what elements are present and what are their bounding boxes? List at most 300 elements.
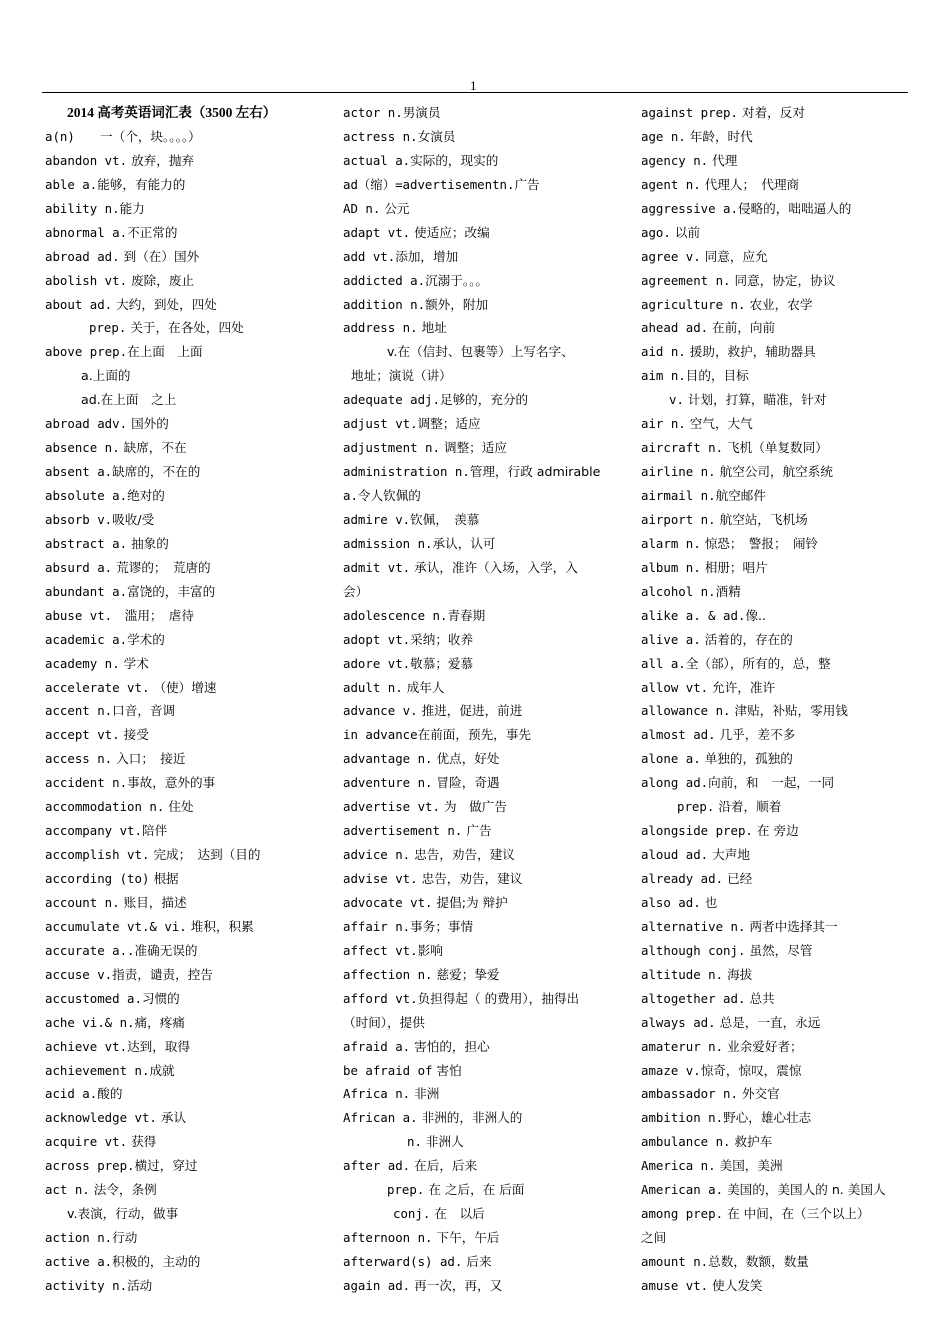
entry-meaning: 救护车: [730, 1134, 773, 1150]
vocab-entry: [45, 676, 335, 700]
vocab-entry: [45, 915, 335, 939]
entry-word: active a.: [45, 1254, 113, 1269]
vocab-entry: [641, 340, 931, 364]
entry-word: amuse vt.: [641, 1277, 709, 1293]
vocab-entry: [45, 1130, 335, 1154]
entry-word: aggressive a.: [641, 200, 738, 216]
vocab-entry: [343, 340, 633, 364]
vocab-entry: [343, 843, 633, 867]
entry-word: conj.: [393, 1206, 431, 1222]
entry-word: admit vt.: [343, 559, 411, 575]
vocab-entry: [641, 1130, 931, 1154]
vocab-entry: [343, 939, 633, 963]
vocab-entry: [343, 676, 633, 700]
entry-word: abolish vt.: [45, 272, 128, 288]
entry-meaning: 总是，一直，永远: [715, 1014, 821, 1030]
entry-meaning: 实际的，现实的: [410, 152, 499, 168]
entry-word: absorb v.: [45, 511, 113, 527]
entry-meaning: 活着的，存在的: [700, 631, 793, 647]
entry-word: ability n.: [45, 200, 120, 216]
entry-meaning: 公元: [380, 200, 410, 216]
entry-meaning: 优点，好处: [432, 751, 500, 767]
entry-word: accuse v.: [45, 966, 113, 982]
entry-meaning: 吸收/受: [112, 511, 155, 527]
entry-word: addition n.: [343, 296, 426, 312]
vocab-entry: [343, 1202, 633, 1226]
entry-word: adequate adj.: [343, 392, 440, 408]
entry-meaning: 航空邮件: [715, 488, 766, 503]
vocab-entry: [45, 412, 335, 436]
entry-word: advise vt.: [343, 871, 418, 886]
entry-word: ahead ad.: [641, 320, 709, 336]
entry-word: along ad.: [641, 775, 709, 791]
entry-meaning: 惊奇，惊叹，震惊: [700, 1062, 802, 1078]
entry-word: agriculture n.: [641, 296, 746, 312]
entry-word: academy n.: [45, 655, 120, 671]
entry-word: accompany vt.: [45, 823, 142, 839]
vocab-entry: [343, 245, 633, 269]
vocab-entry: [45, 293, 335, 317]
entry-word: airmail n.: [641, 488, 716, 503]
entry-word: adjustment n.: [343, 440, 440, 456]
vocab-entry: [641, 388, 931, 412]
entry-word: prep.: [387, 1182, 425, 1198]
vocab-entry: [45, 1178, 335, 1202]
entry-meaning: 一（个，块。。。。）: [74, 128, 201, 144]
entry-word: admission n.: [343, 535, 433, 551]
entry-word: activity n.: [45, 1277, 128, 1293]
entry-word: in advance: [343, 727, 418, 743]
entry-meaning: 达到，取得: [127, 1038, 191, 1054]
entry-meaning: 敬慕；爱慕: [410, 655, 474, 671]
entry-meaning: 法令，条例: [89, 1182, 157, 1198]
entry-meaning: 提倡;为 辩护: [432, 894, 508, 910]
entry-word: age n.: [641, 128, 686, 144]
vocab-entry: [343, 699, 633, 723]
vocab-entry: [343, 963, 633, 987]
vocab-entry: [641, 795, 931, 819]
entry-word: abundant a.: [45, 583, 128, 599]
vocab-entry: [45, 149, 335, 173]
entry-word: all a.: [641, 655, 686, 671]
header-rule: [42, 92, 908, 93]
entry-meaning: 慈爱；挚爱: [432, 966, 500, 982]
vocab-entry: [641, 628, 931, 652]
entry-word: agree v.: [641, 248, 701, 264]
entry-meaning: 住处: [164, 799, 194, 815]
vocab-entry: [641, 316, 931, 340]
entry-meaning: 地址；演说（讲）: [351, 368, 452, 384]
vocab-entry: [641, 891, 931, 915]
vocab-entry: [641, 221, 931, 245]
entry-word: v.: [669, 392, 684, 408]
vocab-entry: [343, 316, 633, 340]
entry-meaning: 在 之后，在 后面: [424, 1182, 525, 1198]
entry-meaning: 总数，数额，数量: [708, 1254, 809, 1269]
entry-word: be afraid of: [343, 1062, 433, 1078]
entry-meaning: 学术: [119, 655, 149, 671]
vocab-entry: [641, 1011, 931, 1035]
entry-meaning: 在 旁边: [752, 823, 799, 839]
entry-meaning: 广告: [514, 176, 540, 192]
entry-meaning: 行动: [112, 1230, 138, 1246]
entry-meaning: 绝对的: [127, 488, 165, 503]
entry-meaning: 荒谬的； 荒唐的: [112, 559, 211, 575]
entry-word: airline n.: [641, 464, 716, 480]
entry-meaning: 痛，疼痛: [134, 1014, 185, 1030]
entry-meaning: 目的，目标: [685, 368, 749, 384]
vocab-entry: [641, 532, 931, 556]
vocab-entry: [343, 293, 633, 317]
vocab-entry: [343, 723, 633, 747]
entry-meaning: 额外，附加: [425, 296, 489, 312]
entry-meaning: 援助，救护，辅助器具: [685, 344, 816, 360]
vocab-entry: [343, 125, 633, 149]
vocab-entry: [45, 484, 335, 508]
entry-meaning: 航空公司，航空系统: [715, 464, 833, 480]
vocab-entry: [343, 269, 633, 293]
vocab-entry: [45, 843, 335, 867]
entry-meaning: 侵略的，咄咄逼人的: [737, 200, 852, 216]
entry-word: abnormal a.: [45, 224, 128, 240]
vocab-entry: [45, 963, 335, 987]
entry-word: again ad.: [343, 1277, 411, 1293]
vocab-entry: [343, 867, 633, 891]
entry-word: aloud ad.: [641, 847, 709, 863]
vocab-entry: [45, 245, 335, 269]
entry-meaning: 非洲: [410, 1086, 440, 1102]
entry-word: altitude n.: [641, 966, 724, 982]
entry-meaning: 总共: [745, 990, 775, 1006]
vocab-entry: [45, 221, 335, 245]
entry-meaning: 对着，反对: [737, 105, 805, 120]
entry-meaning: 业余爱好者；: [723, 1038, 803, 1054]
entry-word: American a.: [641, 1182, 724, 1198]
entry-meaning: 冒险，奇遇: [432, 775, 500, 791]
vocab-entry: [343, 364, 633, 388]
entry-word: abandon vt.: [45, 152, 128, 168]
entry-word: affection n.: [343, 966, 433, 982]
entry-meaning: 全（部），所有的，总，整: [685, 655, 831, 671]
entry-word: abroad adv.: [45, 416, 128, 432]
entry-meaning: 男演员: [402, 105, 441, 120]
entry-word: alive a.: [641, 631, 701, 647]
entry-word: accumulate vt.& vi.: [45, 918, 187, 934]
vocab-entry: [343, 173, 633, 197]
vocab-entry: [641, 580, 931, 604]
entry-meaning: 采纳；收养: [410, 631, 474, 647]
vocab-entry: [45, 125, 335, 149]
entry-meaning: 足够的，充分的: [439, 392, 529, 408]
vocab-entry: [641, 676, 931, 700]
entry-word: n.: [407, 1134, 422, 1150]
vocab-entry: [641, 1274, 931, 1298]
entry-meaning: 国外的: [127, 416, 169, 432]
entry-meaning: 完成； 达到（目的: [149, 847, 261, 863]
entry-word: agency n.: [641, 152, 709, 168]
entry-meaning: 大声地: [708, 847, 750, 863]
vocab-entry: [45, 939, 335, 963]
entry-word: alcohol n.: [641, 583, 716, 599]
entry-word: aircraft n.: [641, 440, 724, 456]
vocab-entry: [343, 149, 633, 173]
entry-meaning: 推进，促进，前进: [417, 703, 523, 719]
entry-word: advance v.: [343, 703, 418, 719]
entry-meaning: 几乎，差不多: [715, 727, 796, 743]
entry-meaning: 野心，雄心壮志: [723, 1110, 812, 1126]
vocab-entry: [641, 364, 931, 388]
vocab-entry: [641, 963, 931, 987]
entry-word: accident n.: [45, 775, 128, 791]
entry-word: accept vt.: [45, 727, 120, 743]
vocab-entry: [343, 819, 633, 843]
vocab-entry: [343, 221, 633, 245]
entry-word: add vt.: [343, 248, 396, 264]
vocab-entry: [343, 891, 633, 915]
vocab-entry: [45, 340, 335, 364]
entry-word: affect vt.: [343, 942, 418, 958]
vocab-entry: [45, 1250, 335, 1274]
vocab-entry: [641, 652, 931, 676]
entry-meaning: 两者中选择其一: [745, 918, 838, 934]
entry-meaning: 津贴，补贴，零用钱: [730, 703, 848, 719]
entry-meaning: 酸的: [97, 1086, 123, 1102]
entry-word: altogether ad.: [641, 990, 746, 1006]
entry-word: Africa n.: [343, 1086, 411, 1102]
entry-meaning: 账目，描述: [119, 894, 187, 910]
entry-meaning: a.上面的: [81, 368, 131, 384]
entry-meaning: 负担得起（ 的费用），抽得出: [417, 990, 580, 1006]
vocab-entry: [45, 604, 335, 628]
entry-meaning: 向前，和 一起，一同: [708, 775, 835, 791]
vocab-entry: [45, 532, 335, 556]
entry-word: advocate vt.: [343, 894, 433, 910]
entry-word: absence n.: [45, 440, 120, 456]
entry-meaning: 令人钦佩的: [357, 488, 421, 503]
vocab-entry: [45, 388, 335, 412]
entry-word: act n.: [45, 1182, 90, 1198]
entry-word: ad（缩）=advertisementn.: [343, 176, 515, 192]
entry-meaning: 单独的，孤独的: [700, 751, 793, 767]
vocab-entry: [641, 460, 931, 484]
entry-word: already ad.: [641, 871, 724, 886]
vocab-entry: [45, 1106, 335, 1130]
entry-word: agreement n.: [641, 272, 731, 288]
entry-meaning: 酒精: [715, 583, 741, 599]
entry-word: action n.: [45, 1230, 113, 1246]
vocab-column-2: [343, 101, 633, 1298]
entry-meaning: 计划，打算，瞄准，针对: [683, 392, 827, 408]
vocab-entry: [641, 1035, 931, 1059]
vocab-entry: [343, 771, 633, 795]
entry-meaning: 美国，美洲: [715, 1158, 783, 1174]
vocab-entry: [343, 460, 633, 484]
vocab-entry: [343, 747, 633, 771]
vocab-entry: [641, 1250, 931, 1274]
entry-word: academic a.: [45, 631, 128, 647]
entry-meaning: 添加，增加: [395, 248, 459, 264]
vocab-entry: [641, 412, 931, 436]
entry-meaning: 忠告，劝告，建议: [417, 871, 523, 886]
entry-meaning: ad.在上面 之上: [81, 392, 177, 408]
vocab-entry: [45, 197, 335, 221]
entry-word: acquire vt.: [45, 1134, 128, 1150]
entry-meaning: 航空站，飞机场: [715, 511, 808, 527]
vocab-entry: [641, 484, 931, 508]
entry-meaning: 使人发笑: [708, 1277, 763, 1293]
vocab-entry: [641, 699, 931, 723]
vocab-entry: [343, 508, 633, 532]
entry-word: acknowledge vt.: [45, 1110, 157, 1126]
vocab-entry: [45, 1059, 335, 1083]
entry-meaning: 在 以后: [430, 1206, 485, 1222]
entry-meaning: 非洲人: [421, 1134, 464, 1150]
vocab-entry: [45, 699, 335, 723]
entry-word: agent n.: [641, 176, 701, 192]
entry-word: advice n.: [343, 847, 411, 863]
entry-meaning: 再一次，再，又: [410, 1277, 503, 1293]
entry-meaning: 活动: [127, 1277, 153, 1293]
entry-word: achieve vt.: [45, 1038, 128, 1054]
entry-word: afraid a.: [343, 1038, 411, 1054]
vocab-entry: [641, 149, 931, 173]
entry-word: always ad.: [641, 1014, 716, 1030]
entry-meaning: v.表演，行动，做事: [67, 1206, 179, 1222]
entry-word: above prep.: [45, 344, 128, 360]
vocab-entry: [45, 1154, 335, 1178]
entry-meaning: 陪伴: [141, 823, 168, 839]
entry-word: alongside prep.: [641, 823, 753, 839]
entry-word: alarm n.: [641, 535, 701, 551]
entry-meaning: 关于，在各处，四处: [126, 320, 244, 336]
entry-word: actress n.: [343, 128, 418, 144]
entry-meaning: 能够，有能力的: [97, 176, 186, 192]
vocab-entry: [641, 604, 931, 628]
entry-word: account n.: [45, 894, 120, 910]
entry-meaning: 获得: [127, 1134, 157, 1150]
vocab-entry: [343, 580, 633, 604]
vocab-entry: [641, 1226, 931, 1250]
entry-meaning: 钦佩， 羡慕: [410, 511, 480, 527]
vocab-entry: [641, 1178, 931, 1202]
entry-word: allow vt.: [641, 679, 709, 695]
vocab-entry: [641, 867, 931, 891]
entry-word: alone a.: [641, 751, 701, 767]
entry-meaning: 相册；唱片: [700, 559, 768, 575]
entry-word: allowance n.: [641, 703, 731, 719]
entry-meaning: 惊恐； 警报； 闹铃: [700, 535, 819, 551]
entry-meaning: 口音，音调: [112, 703, 176, 719]
entry-word: adventure n.: [343, 775, 433, 791]
vocab-entry: [641, 987, 931, 1011]
entry-word: access n.: [45, 751, 113, 767]
entry-meaning: 事故，意外的事: [127, 775, 216, 791]
vocab-entry: [343, 556, 633, 580]
entry-meaning: 沉溺于。。。: [425, 272, 489, 288]
vocab-entry: [45, 1226, 335, 1250]
entry-meaning: 女演员: [417, 128, 456, 144]
entry-word: ache vi.& n.: [45, 1014, 135, 1030]
vocab-entry: [343, 1106, 633, 1130]
entry-word: prep.: [677, 799, 715, 815]
entry-word: absolute a.: [45, 488, 128, 503]
vocab-entry: [343, 628, 633, 652]
vocab-entry: [45, 364, 335, 388]
entry-word: alike a. & ad.: [641, 607, 746, 623]
vocab-entry: [641, 1082, 931, 1106]
vocab-entry: [45, 508, 335, 532]
entry-word: alternative n.: [641, 918, 746, 934]
entry-word: abstract a.: [45, 535, 128, 551]
entry-word: administration n.: [343, 464, 470, 480]
entry-meaning: 地址: [417, 320, 447, 336]
entry-meaning: 到（在）国外: [119, 248, 200, 264]
vocab-entry: [343, 1059, 633, 1083]
entry-meaning: 积极的，主动的: [112, 1254, 201, 1269]
vocab-entry: [343, 604, 633, 628]
vocab-column-1: [45, 101, 335, 1298]
entry-word: accelerate vt.: [45, 679, 150, 695]
vocab-entry: [45, 173, 335, 197]
entry-word: AD n.: [343, 200, 381, 216]
vocab-entry: [641, 723, 931, 747]
entry-word: across prep.: [45, 1158, 135, 1174]
vocab-column-3: [641, 101, 931, 1298]
entry-meaning: 在上面 上面: [127, 344, 203, 360]
entry-meaning: 青春期: [447, 607, 486, 623]
vocab-entry: [641, 819, 931, 843]
entry-word: ago.: [641, 224, 671, 240]
entry-word: actor n.: [343, 105, 403, 120]
entry-meaning: 事务；事情: [410, 918, 474, 934]
entry-word: afford vt.: [343, 990, 418, 1006]
vocab-entry: [343, 412, 633, 436]
entry-meaning: 放弃，抛弃: [127, 152, 195, 168]
entry-meaning: 抽象的: [127, 535, 169, 551]
vocab-entry: [343, 1130, 633, 1154]
entry-meaning: 下午，午后: [432, 1230, 500, 1246]
entry-meaning: 美国的，美国人的 n. 美国人: [723, 1182, 886, 1198]
entry-word: although conj.: [641, 942, 746, 958]
vocab-entry: [343, 1274, 633, 1298]
vocab-entry: [45, 460, 335, 484]
entry-meaning: 承认: [156, 1110, 187, 1126]
entry-meaning: 害怕: [432, 1062, 462, 1078]
entry-meaning: 根据: [149, 871, 179, 886]
entry-meaning: 后来: [462, 1254, 492, 1269]
entry-meaning: 在后，后来: [410, 1158, 478, 1174]
entry-meaning: 海拔: [723, 966, 753, 982]
entry-meaning: （使）增速: [149, 679, 217, 695]
entry-meaning: 接受: [119, 727, 149, 743]
vocab-entry: [343, 915, 633, 939]
entry-word: achievement n.: [45, 1062, 150, 1078]
entry-word: album n.: [641, 559, 701, 575]
entry-meaning: 承认，认可: [432, 535, 496, 551]
entry-meaning: 也: [700, 894, 718, 910]
vocab-entry: [45, 819, 335, 843]
vocab-entry: [45, 987, 335, 1011]
entry-word: America n.: [641, 1158, 716, 1174]
entry-word: airport n.: [641, 511, 716, 527]
entry-meaning: 忠告，劝告，建议: [410, 847, 515, 863]
entry-meaning: 管理，行政 admirable: [469, 464, 601, 480]
entry-meaning: 能力: [119, 200, 145, 216]
vocab-entry: [343, 1226, 633, 1250]
vocab-entry: [343, 1178, 633, 1202]
vocab-entry: [641, 245, 931, 269]
vocab-entry: [641, 508, 931, 532]
